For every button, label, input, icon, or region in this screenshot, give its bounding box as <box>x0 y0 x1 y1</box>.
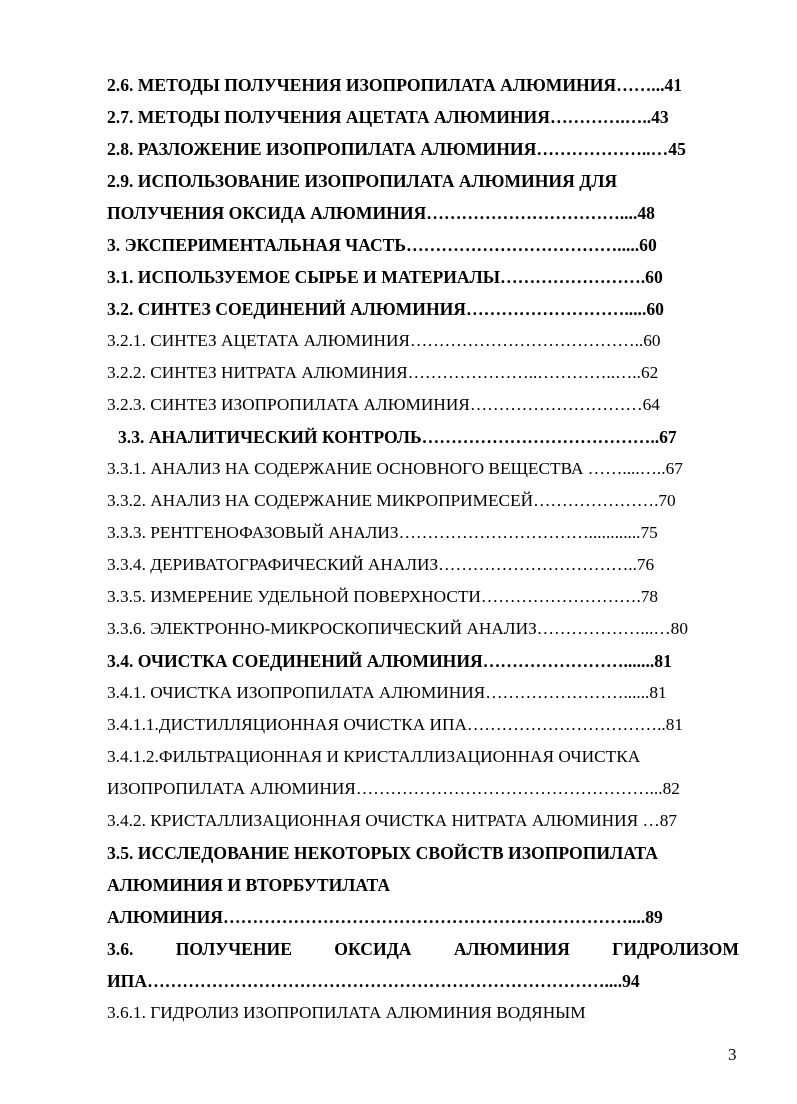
toc-entry: 3.3.6. ЭЛЕКТРОННО-МИКРОСКОПИЧЕСКИЙ АНАЛИЗ………………...…80 <box>107 619 688 638</box>
toc-entry: ИПА……………………………………………………………………....94 <box>107 971 640 991</box>
toc-entry: 3.3.4. ДЕРИВАТОГРАФИЧЕСКИЙ АНАЛИЗ……………………………..76 <box>107 555 655 574</box>
page-number: 3 <box>728 1045 737 1064</box>
toc-entry: 3.3.5. ИЗМЕРЕНИЕ УДЕЛЬНОЙ ПОВЕРХНОСТИ……………………….78 <box>107 587 659 606</box>
toc-entry: 3.3.1. АНАЛИЗ НА СОДЕРЖАНИЕ ОСНОВНОГО ВЕЩЕСТВА ……....…..67 <box>107 459 683 478</box>
toc-entry: 3.4.1. ОЧИСТКА ИЗОПРОПИЛАТА АЛЮМИНИЯ……………………......81 <box>107 683 667 702</box>
toc-entry: 2.9. ИСПОЛЬЗОВАНИЕ ИЗОПРОПИЛАТА АЛЮМИНИЯ ДЛЯ <box>107 171 618 191</box>
toc-entry: 3.2. СИНТЕЗ СОЕДИНЕНИЙ АЛЮМИНИЯ……………………….....60 <box>107 299 664 319</box>
toc-entry: ИЗОПРОПИЛАТА АЛЮМИНИЯ……………………………………………...82 <box>107 779 680 798</box>
toc-word: ПОЛУЧЕНИЕ <box>175 939 292 959</box>
toc-entry: 3.4.1.1.ДИСТИЛЛЯЦИОННАЯ ОЧИСТКА ИПА……………………………..81 <box>107 715 683 734</box>
toc-word: ГИДРОЛИЗОМ <box>612 939 739 959</box>
toc-word: АЛЮМИНИЯ <box>453 939 570 959</box>
toc-entry: ПОЛУЧЕНИЯ ОКСИДА АЛЮМИНИЯ……………………………....48 <box>107 203 655 223</box>
toc-entry: АЛЮМИНИЯ И ВТОРБУТИЛАТА <box>107 875 391 895</box>
toc-entry: АЛЮМИНИЯ……………………………………………………………....89 <box>107 907 663 927</box>
toc-entry: 3.4.1.2.ФИЛЬТРАЦИОННАЯ И КРИСТАЛЛИЗАЦИОННАЯ ОЧИСТКА <box>107 747 641 766</box>
toc-entry-justified <box>107 938 739 960</box>
toc-entry: 2.6. МЕТОДЫ ПОЛУЧЕНИЯ ИЗОПРОПИЛАТА АЛЮМИНИЯ……...41 <box>107 75 683 95</box>
toc-entry: 3.2.1. СИНТЕЗ АЦЕТАТА АЛЮМИНИЯ…………………………………..60 <box>107 331 661 350</box>
toc-entry: 2.7. МЕТОДЫ ПОЛУЧЕНИЯ АЦЕТАТА АЛЮМИНИЯ………….…..43 <box>107 107 669 127</box>
toc-entry: 3.4.2. КРИСТАЛЛИЗАЦИОННАЯ ОЧИСТКА НИТРАТА АЛЮМИНИЯ …87 <box>107 811 678 830</box>
toc-word: 3.6. <box>107 939 134 959</box>
toc-entry: 3.3.3. РЕНТГЕНОФАЗОВЫЙ АНАЛИЗ……………………………............75 <box>107 523 658 542</box>
toc-entry: 3.3.2. АНАЛИЗ НА СОДЕРЖАНИЕ МИКРОПРИМЕСЕЙ………………….70 <box>107 491 676 510</box>
toc-entry: 3. ЭКСПЕРИМЕНТАЛЬНАЯ ЧАСТЬ……………………………….....60 <box>107 235 657 255</box>
toc-entry: 3.6.1. ГИДРОЛИЗ ИЗОПРОПИЛАТА АЛЮМИНИЯ ВОДЯНЫМ <box>107 1003 586 1022</box>
toc-entry: 3.2.2. СИНТЕЗ НИТРАТА АЛЮМИНИЯ…………………..…………..…..62 <box>107 363 659 382</box>
toc-entry: 3.5. ИССЛЕДОВАНИЕ НЕКОТОРЫХ СВОЙСТВ ИЗОПРОПИЛАТА <box>107 843 658 863</box>
toc-entry: 3.2.3. СИНТЕЗ ИЗОПРОПИЛАТА АЛЮМИНИЯ…………………………64 <box>107 395 660 414</box>
toc-entry: 3.1. ИСПОЛЬЗУЕМОЕ СЫРЬЕ И МАТЕРИАЛЫ…………………….60 <box>107 267 663 287</box>
toc-entry: 2.8. РАЗЛОЖЕНИЕ ИЗОПРОПИЛАТА АЛЮМИНИЯ………………..…45 <box>107 139 686 159</box>
toc-entry: 3.3. АНАЛИТИЧЕСКИЙ КОНТРОЛЬ…………………………………..67 <box>118 427 677 447</box>
toc-word: ОКСИДА <box>334 939 412 959</box>
toc-entry: 3.4. ОЧИСТКА СОЕДИНЕНИЙ АЛЮМИНИЯ…………………….......81 <box>107 651 672 671</box>
